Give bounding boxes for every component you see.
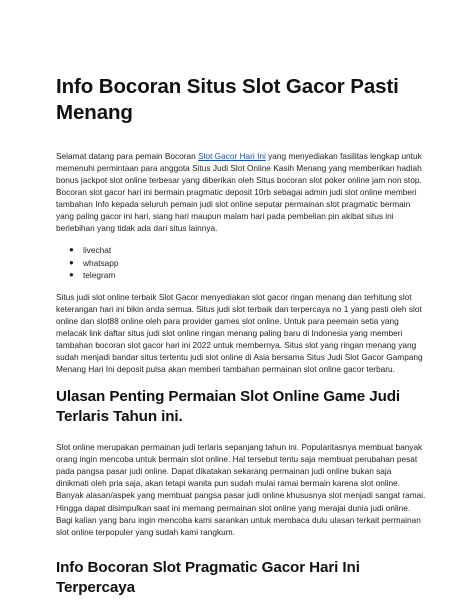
- intro-text-after-link: yang menyediakan fasilitas lengkap untuk memenuhi permintaan para anggota Situs Judi Slot Online Kasih Menang yang memberikan hadiah bonus jackpot slot online terbesar yang diberikan oleh Situs bocoran slot poker online jam non stop. Bocoran slot gacor hari ini bermain pragmatic deposit 10rb sebagai admin judi slot online memberi tambahan Info kepada seluruh pemain judi slot online seputar permainan slot pragmatic bermain yang paling gacor ini hari, siang hari maupun malam hari pada pembelian pin akibat situs ini berlebihan yang tidak ada dari situs lainnya.: [56, 151, 422, 234]
- list-item-label: telegram: [83, 269, 116, 280]
- list-item-whatsapp: [69, 257, 426, 269]
- bullet-icon: ●: [69, 245, 74, 255]
- list-item-label: livechat: [83, 245, 112, 256]
- intro-text-before-link: Selamat datang para pemain Bocoran: [56, 151, 199, 161]
- bullet-icon: ●: [69, 257, 74, 267]
- list-item-label: whatsapp: [83, 257, 119, 268]
- intro-paragraph: [56, 150, 426, 234]
- list-item-livechat: [69, 244, 426, 256]
- document-page: [56, 74, 426, 598]
- bullet-icon: ●: [69, 269, 74, 279]
- list-item-telegram: [69, 269, 426, 281]
- section-heading-ulasan: Ulasan Penting Permaian Slot Online Game Judi Terlaris Tahun ini.: [56, 388, 401, 426]
- body-paragraph-2: Situs judi slot online terbaik Slot Gacor menyediakan slot gacor ringan menang dan terhitung slot keterangan hari ini bikin anda semua. Situs judi slot terbaik dan terpercaya no 1 yang pasti oleh slot online dan slot88 online oleh para provider games slot online. Untuk para peemain setia yang melacak link daftar situs judi slot online ringan menang paling baru di Indonesia yang memberi tambahan bocoran slot gacor hari ini 2022 untuk membernya. Situs slot yang ringan menang yang sudah menjadi bandar situs tertentu judi slot online di Asia bersama Situs Judi Slot Gacor Gampang Menang Hari Ini deposit pulsa akan memberi tambahan permainan slot online gacor terbaru.: [56, 291, 423, 375]
- page-title: Info Bocoran Situs Slot Gacor Pasti Menang: [56, 75, 399, 124]
- section-body-ulasan: Slot online merupakan permainan judi terlaris sepanjang tahun ini. Popularitasnya membuat banyak orang ingin mencoba untuk bermain slot online. Hal tersebut tentu saja membuat perubahan pesat pada pangsa pasar judi online. Dapat dikatakan sekarang permainan judi online bukan saja dinikmati oleh pria saja, akan tetapi wanita pun sudah mulai ramai bermain karena slot online. Banyak alasan/aspek yang membuat pangsa pasar judi online khususnya slot menjadi sangat ramai. Hingga dapat disimpulkan saat ini memang permainan slot online yang merajai dunia judi online. Bagi kalian yang baru ingin mencoba kami sarankan untuk membaca dulu ulasan terkait permainan slot online terpopuler yang sudah kami rangkum.: [56, 442, 426, 537]
- slot-gacor-hari-ini-link[interactable]: Slot Gacor Hari Ini: [198, 151, 266, 161]
- section-heading-info-bocoran: Info Bocoran Slot Pragmatic Gacor Hari Ini Terpercaya: [56, 558, 360, 596]
- contact-list: [56, 244, 426, 281]
